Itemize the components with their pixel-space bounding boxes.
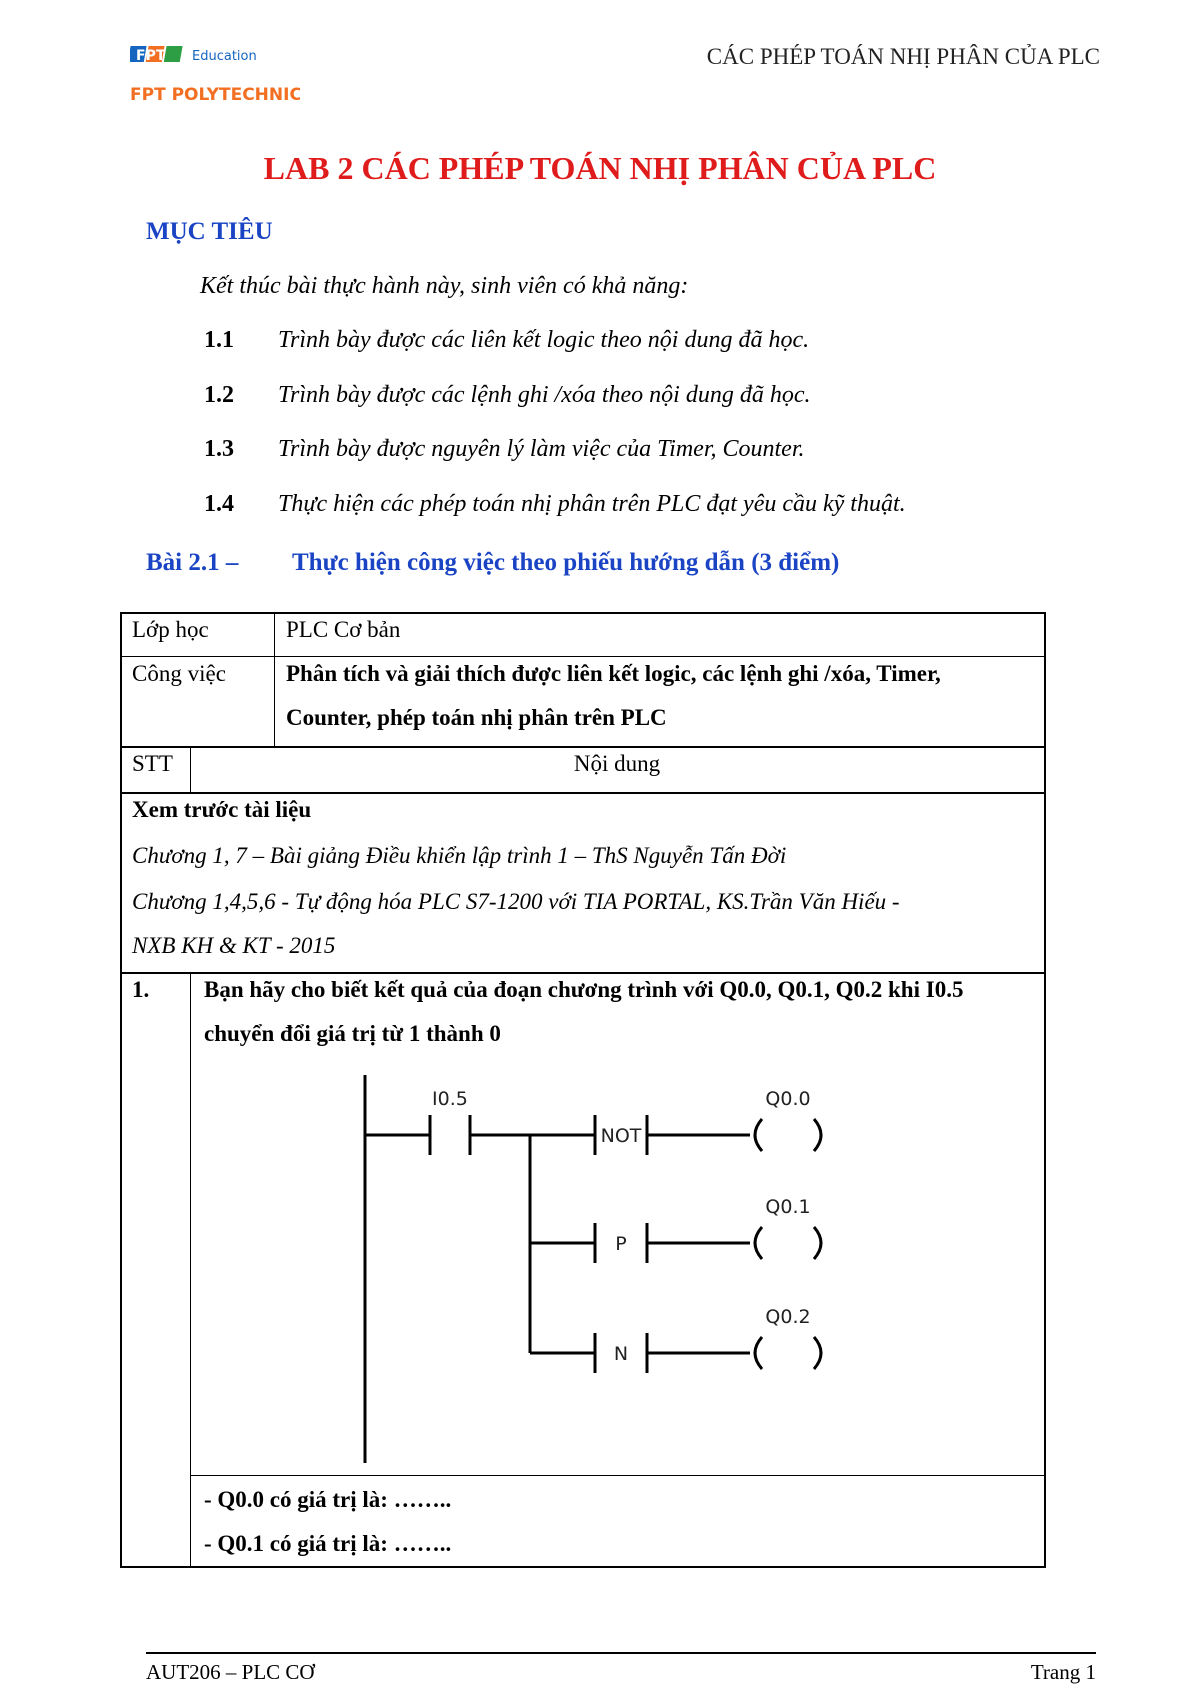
- task-value-line1: Phân tích và giải thích được liên kết logic, các lệnh ghi /xóa, Timer,: [286, 661, 941, 686]
- answer-q00: - Q0.0 có giá trị là: ……..: [204, 1487, 452, 1512]
- class-label: Lớp học: [132, 617, 209, 642]
- objective-number: 1.2: [204, 382, 234, 408]
- header-title: CÁC PHÉP TOÁN NHỊ PHÂN CỦA PLC: [706, 44, 1100, 69]
- task-value-line2: Counter, phép toán nhị phân trên PLC: [286, 705, 667, 730]
- objective-item: [204, 436, 1104, 463]
- box-label-not: NOT: [600, 1125, 642, 1147]
- objectives-heading: MỤC TIÊU: [146, 218, 273, 245]
- question-line2: chuyển đổi giá trị từ 1 thành 0: [204, 1021, 501, 1046]
- column-stt: STT: [132, 751, 173, 776]
- objective-number: 1.4: [204, 491, 234, 517]
- objective-text: Thực hiện các phép toán nhị phân trên PLC đạt yêu cầu kỹ thuật.: [278, 491, 906, 517]
- box-label-p: P: [615, 1233, 627, 1255]
- logo-brand: FPT: [136, 48, 166, 64]
- contact-label: I0.5: [432, 1088, 468, 1110]
- objectives-intro: Kết thúc bài thực hành này, sinh viên có khả năng:: [200, 273, 689, 299]
- logo-school: FPT POLYTECHNIC: [130, 85, 300, 105]
- coil-label-q00: Q0.0: [765, 1088, 811, 1110]
- exercise-label: Bài 2.1 –: [146, 549, 239, 576]
- objective-text: Trình bày được các lệnh ghi /xóa theo nội dung đã học.: [278, 382, 811, 408]
- objective-item: [204, 382, 1104, 409]
- objective-text: Trình bày được nguyên lý làm việc của Timer, Counter.: [278, 436, 805, 462]
- task-label: Công việc: [132, 661, 226, 686]
- reference-2-line2: NXB KH & KT - 2015: [132, 933, 336, 958]
- objective-item: [204, 327, 1104, 354]
- preview-heading: Xem trước tài liệu: [132, 797, 312, 822]
- ladder-diagram: [350, 1075, 880, 1463]
- footer-course: AUT206 – PLC CƠ: [146, 1660, 315, 1684]
- exercise-title: Thực hiện công việc theo phiếu hướng dẫn (3 điểm): [292, 549, 840, 576]
- footer-page-number: Trang 1: [1030, 1660, 1096, 1684]
- reference-2-line1: Chương 1,4,5,6 - Tự động hóa PLC S7-1200 với TIA PORTAL, KS.Trần Văn Hiếu -: [132, 889, 900, 914]
- fpt-polytechnic-logo: [130, 38, 300, 112]
- coil-label-q01: Q0.1: [765, 1196, 811, 1218]
- logo-sub: Education: [192, 49, 257, 64]
- objective-number: 1.3: [204, 436, 234, 462]
- footer-divider: [146, 1652, 1096, 1654]
- lab-title: LAB 2 CÁC PHÉP TOÁN NHỊ PHÂN CỦA PLC: [263, 150, 937, 186]
- reference-1: Chương 1, 7 – Bài giảng Điều khiển lập trình 1 – ThS Nguyễn Tấn Đời: [132, 843, 787, 868]
- objective-text: Trình bày được các liên kết logic theo nội dung đã học.: [278, 327, 810, 353]
- box-label-n: N: [613, 1343, 629, 1365]
- class-value: PLC Cơ bản: [286, 617, 401, 642]
- objective-number: 1.1: [204, 327, 234, 353]
- objective-item: [204, 491, 1104, 518]
- exercise-heading: [146, 549, 839, 577]
- question-number: 1.: [132, 977, 150, 1002]
- coil-label-q02: Q0.2: [765, 1306, 811, 1328]
- answer-q01: - Q0.1 có giá trị là: ……..: [204, 1531, 452, 1556]
- column-content: Nội dung: [573, 751, 661, 776]
- question-line1: Bạn hãy cho biết kết quả của đoạn chương trình với Q0.0, Q0.1, Q0.2 khi I0.5: [204, 977, 964, 1002]
